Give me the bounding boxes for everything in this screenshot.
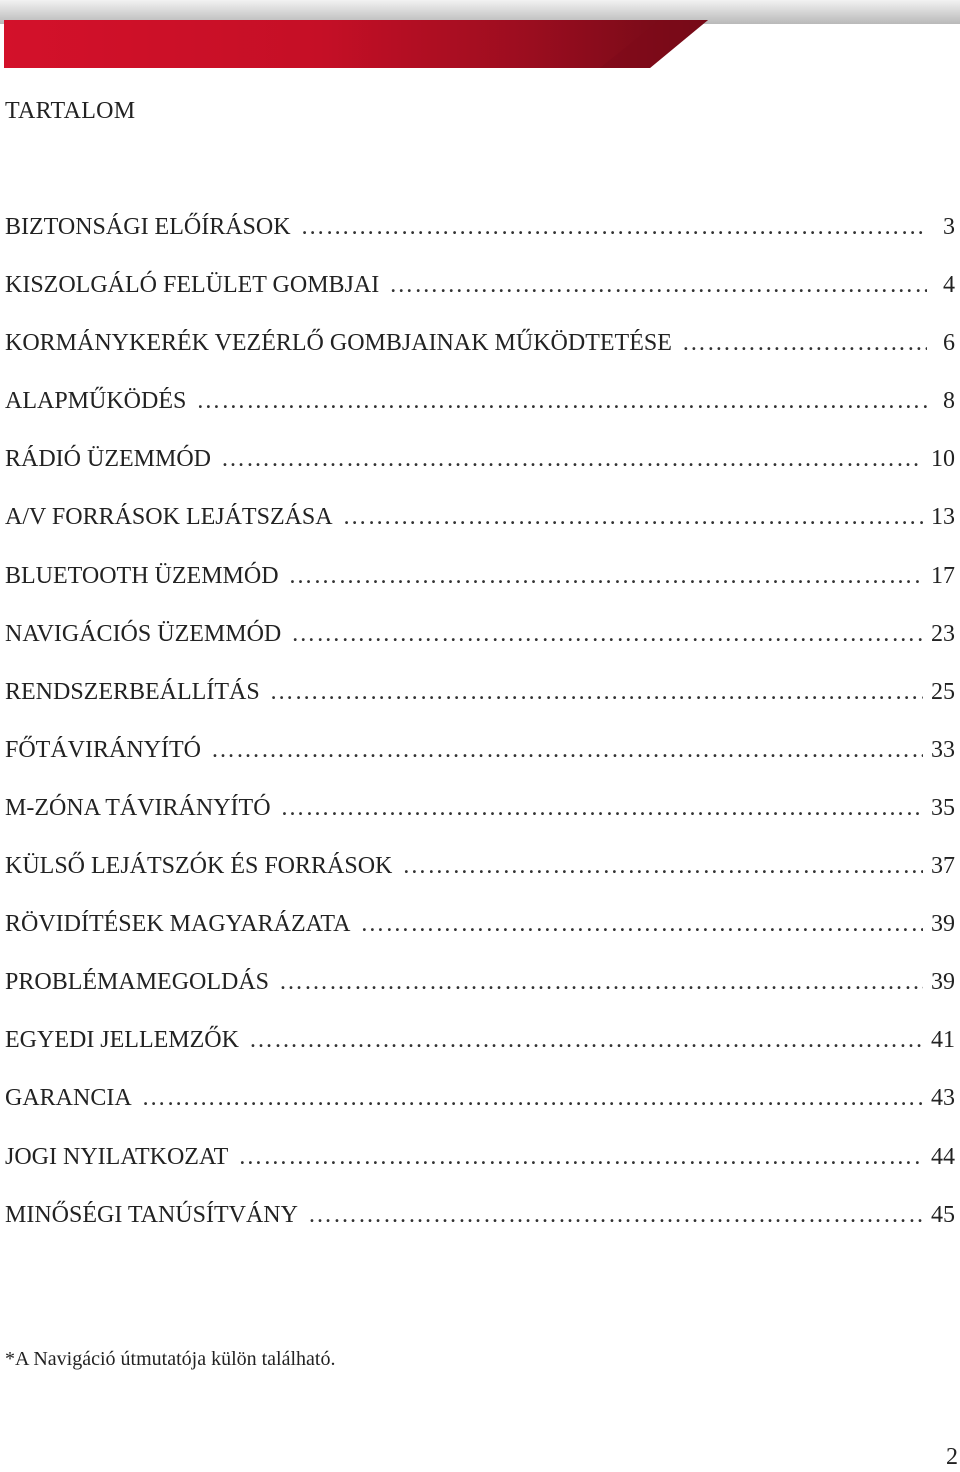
toc-entry-page: 8 xyxy=(943,388,955,415)
toc-dot-leader xyxy=(289,561,923,591)
toc-entry xyxy=(5,677,955,735)
toc-entry xyxy=(5,502,955,560)
toc-entry-title: JOGI NYILATKOZAT xyxy=(5,1143,229,1170)
toc-entry-page: 17 xyxy=(931,562,955,589)
toc-dot-leader xyxy=(389,270,927,300)
toc-dot-leader xyxy=(360,909,923,939)
toc-entry-title: PROBLÉMAMEGOLDÁS xyxy=(5,969,270,996)
toc-entry xyxy=(5,328,955,386)
toc-dot-leader xyxy=(249,1025,923,1055)
toc-entry xyxy=(5,735,955,793)
toc-entry-page: 4 xyxy=(943,272,955,299)
toc-entry-title: EGYEDI JELLEMZŐK xyxy=(5,1027,239,1054)
toc-entry-title: NAVIGÁCIÓS ÜZEMMÓD xyxy=(5,620,282,647)
toc-entry-page: 44 xyxy=(931,1143,955,1170)
toc-entry-title: BLUETOOTH ÜZEMMÓD xyxy=(5,562,279,589)
toc-dot-leader xyxy=(279,967,923,997)
toc-entry xyxy=(5,270,955,328)
toc-entry-page: 43 xyxy=(931,1085,955,1112)
toc-dot-leader xyxy=(281,793,923,823)
toc-entry xyxy=(5,1025,955,1083)
toc-entry xyxy=(5,793,955,851)
toc-entry xyxy=(5,1200,955,1258)
toc-entry-page: 37 xyxy=(931,853,955,880)
toc-dot-leader xyxy=(343,502,923,532)
toc-entry-page: 13 xyxy=(931,504,955,531)
table-of-contents xyxy=(5,212,955,1258)
toc-entry xyxy=(5,909,955,967)
toc-dot-leader xyxy=(238,1142,923,1172)
toc-dot-leader xyxy=(308,1200,923,1230)
toc-dot-leader xyxy=(142,1083,923,1113)
toc-entry-title: RENDSZERBEÁLLÍTÁS xyxy=(5,678,260,705)
toc-heading: TARTALOM xyxy=(5,98,136,124)
toc-dot-leader xyxy=(211,735,923,765)
red-band xyxy=(4,20,708,68)
toc-entry-page: 23 xyxy=(931,620,955,647)
header-graphic xyxy=(0,0,960,70)
toc-entry xyxy=(5,212,955,270)
toc-entry-title: MINŐSÉGI TANÚSÍTVÁNY xyxy=(5,1201,298,1228)
toc-entry-page: 6 xyxy=(943,330,955,357)
toc-entry xyxy=(5,386,955,444)
toc-entry-title: RÖVIDÍTÉSEK MAGYARÁZATA xyxy=(5,911,351,938)
toc-entry-title: KORMÁNYKERÉK VEZÉRLŐ GOMBJAINAK MŰKÖDTETÉSE xyxy=(5,330,672,357)
page-number: 2 xyxy=(946,1444,958,1470)
toc-entry xyxy=(5,561,955,619)
toc-entry-title: M-ZÓNA TÁVIRÁNYÍTÓ xyxy=(5,794,271,821)
toc-entry-title: BIZTONSÁGI ELŐÍRÁSOK xyxy=(5,214,291,240)
toc-entry-page: 35 xyxy=(931,794,955,821)
footnote: *A Navigáció útmutatója külön található. xyxy=(5,1348,336,1370)
header-band xyxy=(0,0,960,70)
toc-dot-leader xyxy=(221,444,923,474)
toc-entry-title: KISZOLGÁLÓ FELÜLET GOMBJAI xyxy=(5,272,380,299)
toc-entry-page: 39 xyxy=(931,911,955,938)
toc-dot-leader xyxy=(301,212,927,242)
toc-entry-page: 10 xyxy=(931,446,955,473)
toc-dot-leader xyxy=(682,328,927,358)
toc-entry-page: 25 xyxy=(931,678,955,705)
toc-entry xyxy=(5,1142,955,1200)
toc-entry-page: 41 xyxy=(931,1027,955,1054)
toc-entry xyxy=(5,1083,955,1141)
toc-entry-page: 33 xyxy=(931,736,955,763)
toc-dot-leader xyxy=(291,619,923,649)
toc-dot-leader xyxy=(196,386,927,416)
toc-entry-title: A/V FORRÁSOK LEJÁTSZÁSA xyxy=(5,504,333,531)
toc-entry-page: 39 xyxy=(931,969,955,996)
toc-entry-title: GARANCIA xyxy=(5,1085,132,1112)
toc-entry-title: FŐTÁVIRÁNYÍTÓ xyxy=(5,736,201,763)
toc-entry xyxy=(5,851,955,909)
toc-entry xyxy=(5,967,955,1025)
toc-entry xyxy=(5,444,955,502)
toc-entry-title: RÁDIÓ ÜZEMMÓD xyxy=(5,446,211,473)
toc-entry xyxy=(5,619,955,677)
toc-dot-leader xyxy=(270,677,923,707)
toc-entry-page: 3 xyxy=(943,214,955,240)
toc-entry-page: 45 xyxy=(931,1201,955,1228)
toc-entry-title: KÜLSŐ LEJÁTSZÓK ÉS FORRÁSOK xyxy=(5,853,393,880)
toc-entry-title: ALAPMŰKÖDÉS xyxy=(5,388,187,415)
toc-dot-leader xyxy=(402,851,923,881)
